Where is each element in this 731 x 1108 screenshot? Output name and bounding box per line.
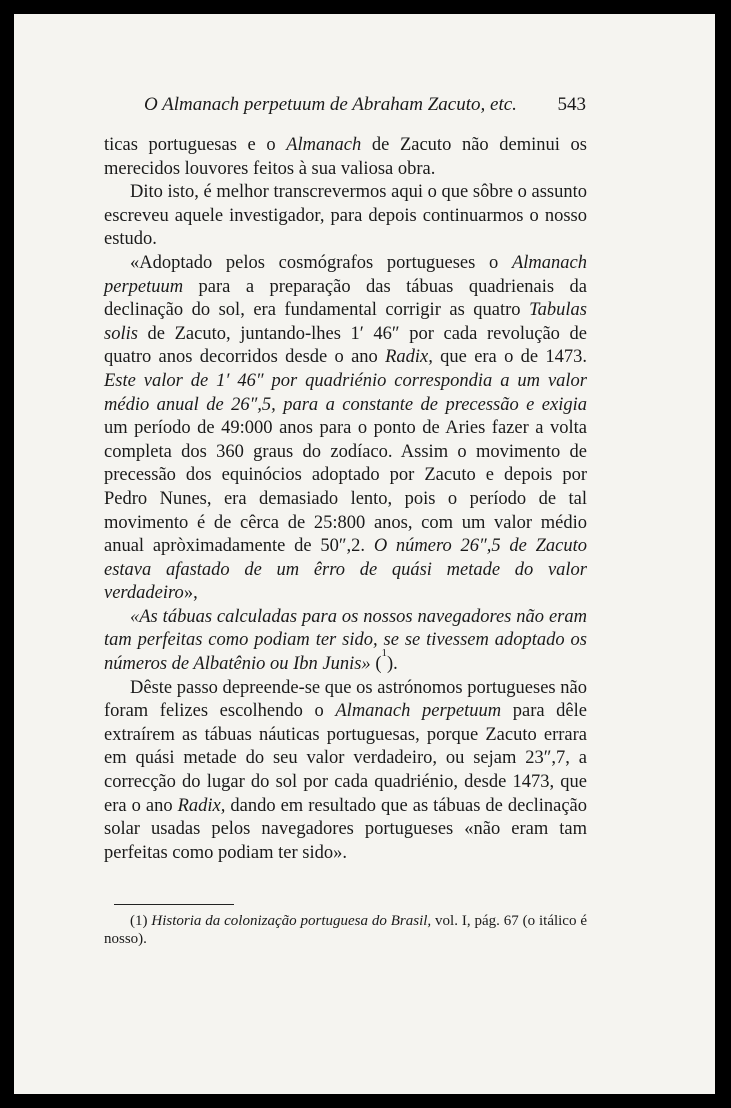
page-number: 543 [557, 94, 586, 115]
p3-italic-2: Tabulas solis [104, 300, 587, 344]
p3-text-4: que era o de 1473. [432, 347, 587, 368]
footnote-text-1: vol. I, pág. 67 (o itálico é nosso). [104, 913, 587, 947]
p5-text-3: dando em resultado que as tábuas de declinação solar usadas pelos navegadores portugueses «não eram tam perfeitas como podiam ter sido». [104, 795, 587, 863]
running-header [144, 94, 586, 116]
footnote [104, 912, 587, 948]
p3-italic-3: Radix, [385, 347, 433, 368]
p3-text-5: um período de 49:000 anos para o ponto de Aries fazer a volta completa dos 360 graus do zodíaco. Assim o movimento de precessão dos equinócios adoptado por Zacuto e depois por Pedro Nunes, era demasiado lento, pois o período de tal movimento é de cêrca de 25:800 anos, com um valor médio anual apròximadamente de 50″,2. [104, 418, 587, 557]
p1-text-2: de Zacuto não deminui os merecidos louvores feitos à sua valiosa obra. [104, 135, 587, 179]
p4-text-1: ( [370, 654, 382, 675]
p3-text-3: de Zacuto, juntando-lhes 1′ 46″ por cada revolução de quatro anos decorridos desde o ano [104, 323, 587, 368]
paragraph-3 [104, 252, 587, 606]
p5-italic-1: Almanach perpetuum [335, 701, 502, 722]
p3-italic-1: Almanach perpetuum [104, 252, 587, 297]
footnote-marker: (1) [130, 913, 148, 929]
body-text [104, 134, 587, 865]
paragraph-5 [104, 677, 587, 866]
p5-italic-2: Radix, [177, 795, 226, 816]
p1-italic-1: Almanach [286, 135, 362, 155]
footnote-paragraph [104, 912, 587, 948]
p1-text-1: ticas portuguesas e o [104, 135, 287, 155]
paragraph-2: Dito isto, é melhor transcrevermos aqui o que sôbre o assunto escreveu aquele investigador, para depois continuarmos o nosso estudo. [104, 182, 587, 250]
book-page [14, 14, 715, 1094]
footnote-reference: 1 [381, 647, 387, 660]
p3-text-2: para a preparação das tábuas quadrienais da declinação do sol, era fundamental corrigir as quatro [104, 276, 587, 321]
paragraph-4 [104, 606, 587, 677]
p5-text-1: Dêste passo depreende-se que os astrónomos portugueses não foram felizes escolhendo o [104, 677, 587, 722]
p5-text-2: para dêle extraírem as tábuas náuticas portuguesas, porque Zacuto errara em quási metade do seu valor verdadeiro, ou sejam 23″,7, a correcção do lugar do sol por cada quadriénio, desde 1473, que era o ano [104, 701, 587, 816]
p3-text-1: «Adoptado pelos cosmógrafos portugueses o [130, 252, 512, 273]
footnote-italic-1: Historia da colonização portuguesa do Brasil, [151, 913, 432, 929]
paragraph-1 [104, 134, 587, 181]
p3-text-6: », [183, 583, 198, 604]
p4-italic-1: «As tábuas calculadas para os nossos navegadores não eram tam perfeitas como podiam ter sido, se se tivessem adoptado os números de Albatênio ou Ibn Junis» [104, 606, 587, 675]
footnote-rule [114, 904, 234, 905]
p3-italic-5: O número 26″,5 de Zacuto estava afastado de um êrro de quási metade do valor verdadeiro [104, 536, 587, 604]
running-title: O Almanach perpetuum de Abraham Zacuto, etc. [144, 94, 517, 115]
p4-text-2: ). [386, 654, 398, 675]
p3-italic-4: Este valor de 1′ 46″ por quadriénio correspondia a um valor médio anual de 26″,5, para a constante de precessão e exigia [104, 370, 587, 415]
